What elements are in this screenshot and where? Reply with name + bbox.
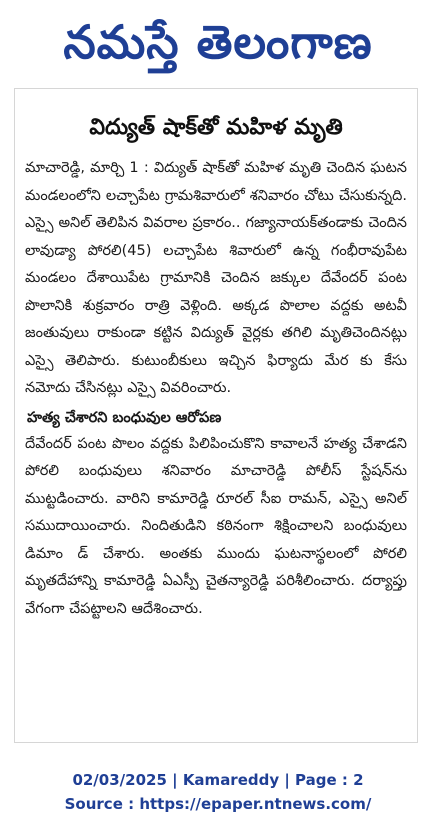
article-subheading-text: హత్య చేశారని బంధువుల ఆరోపణ [27,409,222,426]
article-paragraph-2: దేవేందర్ పంట పొలం వద్దకు పిలిపించుకొని కావాలనే హత్య చేశాడని పోరలి బంధువులు శనివారం మాచారెడ్డి పోలీస్ స్టేషన్‌ను ముట్టడించారు. వారిని కామారెడ్డి రూరల్ సీఐ రామన్, ఎస్సై అనిల్ సముదాయించారు. నిందితుడిని కఠినంగా శిక్షించాలని బంధువులు డిమాం డ్ చేశారు. అంతకు ముందు ఘటనాస్థలంలో పోరలి మృతదేహాన్ని కామారెడ్డి ఏఎస్పీ చైతన్యారెడ్డి పరిశీలించారు. దర్యాప్తు వేగంగా చేపట్టాలని ఆదేశించారు. [25,435,407,617]
footer-date-edition: 02/03/2025 | Kamareddy | Page : 2 [72,771,364,789]
article-subheading [25,407,407,429]
footer [0,768,436,816]
article-headline: విద్యుత్ షాక్‌తో మహిళ మృతి [89,115,343,140]
article-clip [14,88,418,743]
masthead-title: నమస్తే తెలంగాణ [63,15,373,69]
footer-source: Source : https://epaper.ntnews.com/ [64,795,372,813]
masthead [0,0,436,84]
article-paragraph-1: మాచారెడ్డి, మార్చి 1 : విద్యుత్ షాక్‌తో మహిళ మృతి చెందిన ఘటన మండలంలోని లచ్చాపేట గ్రామశివారులో శనివారం చోటు చేసుకున్నది. ఎస్సై అనిల్ తెలిపిన వివరాల ప్రకారం.. గజ్యానాయక్‌తండాకు చెందిన లావుడ్యా పోరలి(45) లచ్చాపేట శివారులో ఉన్న గంభీరావుపేట మండలం దేశాయిపేట గ్రామానికి చెందిన జక్కుల దేవేందర్ పంట పొలానికి శుక్రవారం రాత్రి వెళ్లింది. అక్కడ పొలాల వద్దకు అటవీ జంతువులు రాకుండా కట్టిన విద్యుత్ వైర్లకు తగిలి మృతిచెందినట్లు ఎస్సై తెలిపారు. కుటుంబీకులు ఇచ్చిన ఫిర్యాదు మేర కు కేసు నమోదు చేసినట్లు ఎస్సై వివరించారు. [25,160,407,397]
